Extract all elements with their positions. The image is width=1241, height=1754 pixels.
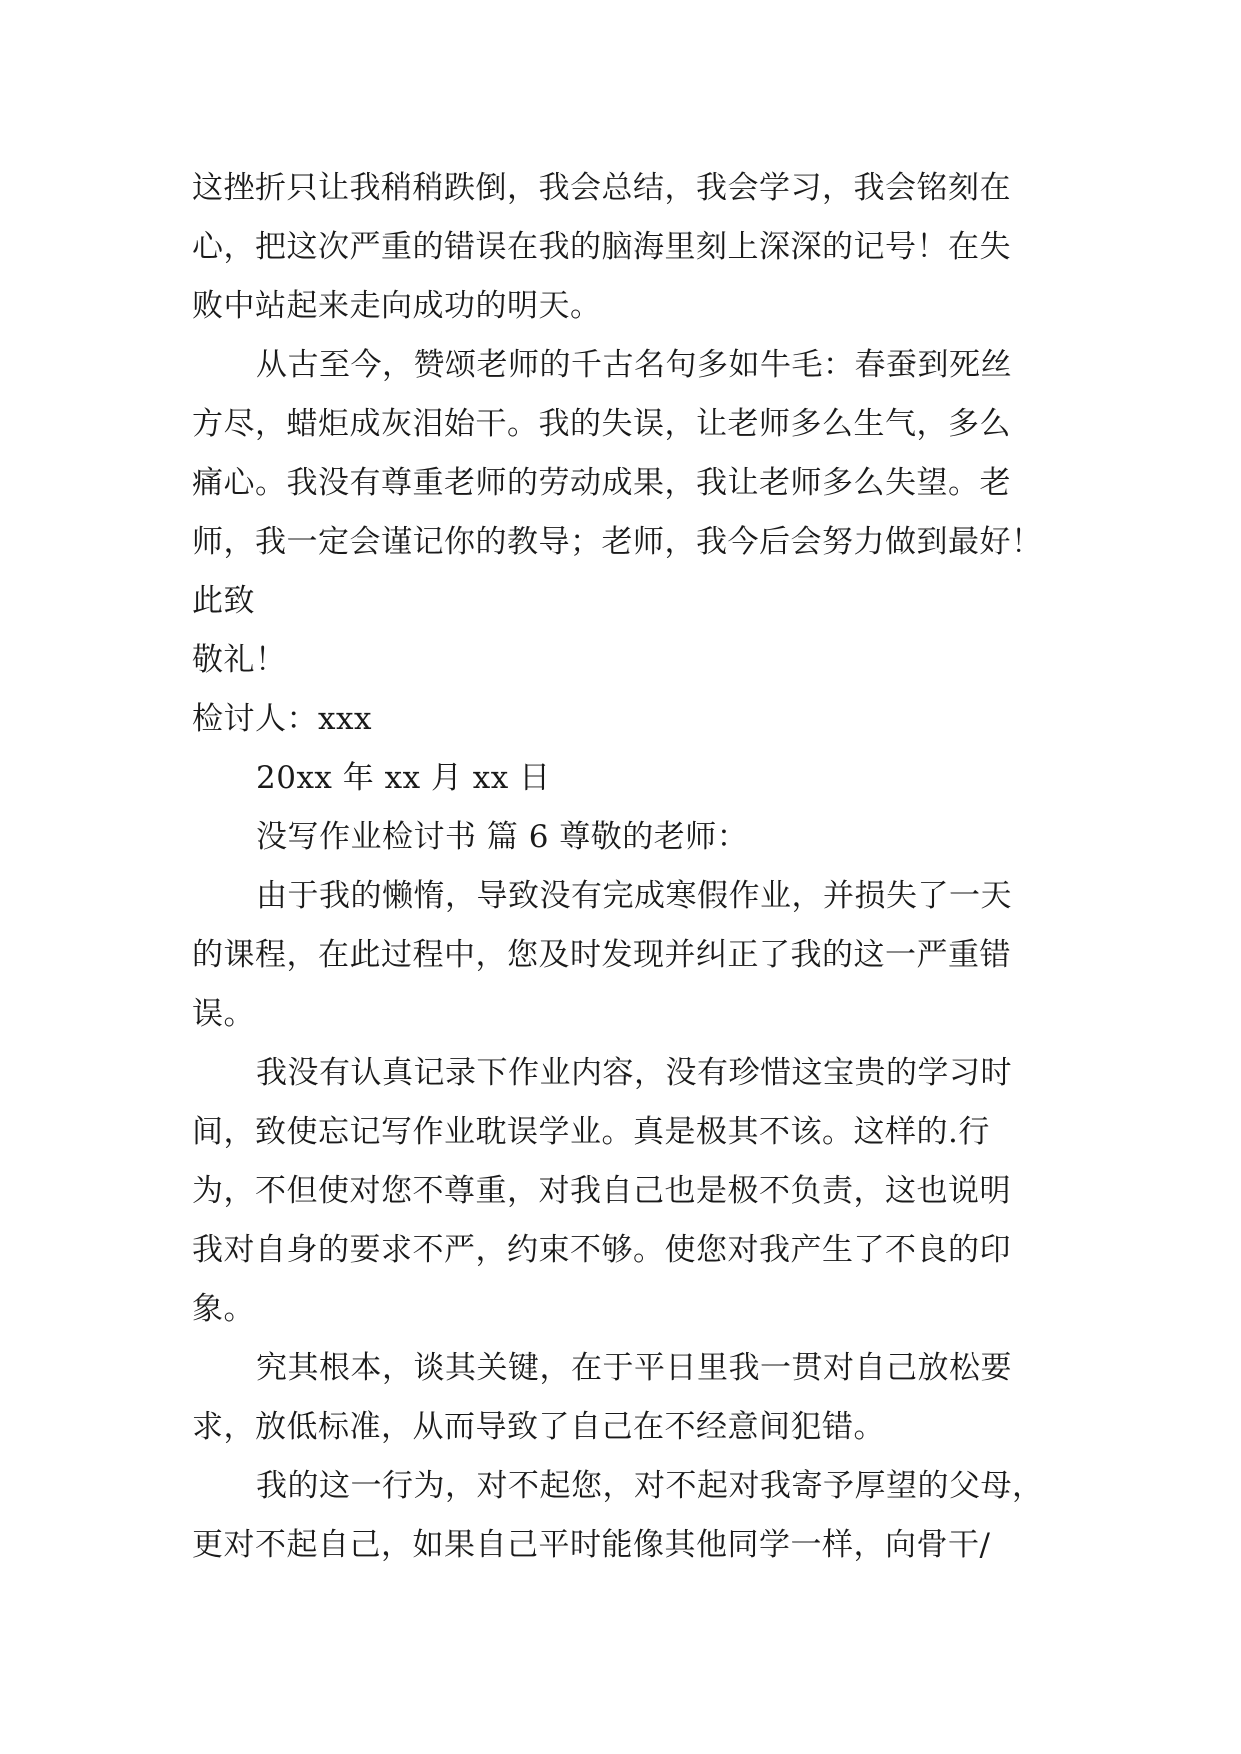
section-heading: 没写作业检讨书 篇 6 尊敬的老师： <box>256 819 749 855</box>
paragraph-line: 由于我的懒惰，导致没有完成寒假作业，并损失了一天 <box>256 878 1012 914</box>
text-line: 象。 <box>192 1291 255 1327</box>
text-line: 心，把这次严重的错误在我的脑海里刻上深深的记号！在失 <box>192 229 1011 265</box>
closing-cizhi: 此致 <box>192 583 255 619</box>
paragraph-line: 我的这一行为，对不起您，对不起对我寄予厚望的父母， <box>256 1468 1044 1504</box>
text-line: 我对自身的要求不严，约束不够。使您对我产生了不良的印 <box>192 1232 1011 1268</box>
paragraph-line: 究其根本，谈其关键，在于平日里我一贯对自己放松要 <box>256 1350 1012 1386</box>
text-line: 更对不起自己，如果自己平时能像其他同学一样，向骨干/ <box>192 1527 991 1563</box>
signature-line: 检讨人：xxx <box>192 701 372 737</box>
text-line: 师，我一定会谨记你的教导；老师，我今后会努力做到最好！ <box>192 524 1043 560</box>
closing-jingli: 敬礼！ <box>192 642 287 678</box>
text-line: 痛心。我没有尊重老师的劳动成果，我让老师多么失望。老 <box>192 465 1011 501</box>
text-line: 方尽，蜡炬成灰泪始干。我的失误，让老师多么生气，多么 <box>192 406 1011 442</box>
paragraph-line: 我没有认真记录下作业内容，没有珍惜这宝贵的学习时 <box>256 1055 1012 1091</box>
text-line: 败中站起来走向成功的明天。 <box>192 288 602 324</box>
text-line: 为，不但使对您不尊重，对我自己也是极不负责，这也说明 <box>192 1173 1011 1209</box>
text-line: 的课程，在此过程中，您及时发现并纠正了我的这一严重错 <box>192 937 1011 973</box>
text-line: 求，放低标准，从而导致了自己在不经意间犯错。 <box>192 1409 885 1445</box>
text-line: 这挫折只让我稍稍跌倒，我会总结，我会学习，我会铭刻在 <box>192 170 1011 206</box>
paragraph-line: 从古至今，赞颂老师的千古名句多如牛毛：春蚕到死丝 <box>256 347 1012 383</box>
date-line: 20xx 年 xx 月 xx 日 <box>256 760 551 796</box>
text-line: 误。 <box>192 996 255 1032</box>
text-line: 间，致使忘记写作业耽误学业。真是极其不该。这样的.行 <box>192 1114 990 1150</box>
